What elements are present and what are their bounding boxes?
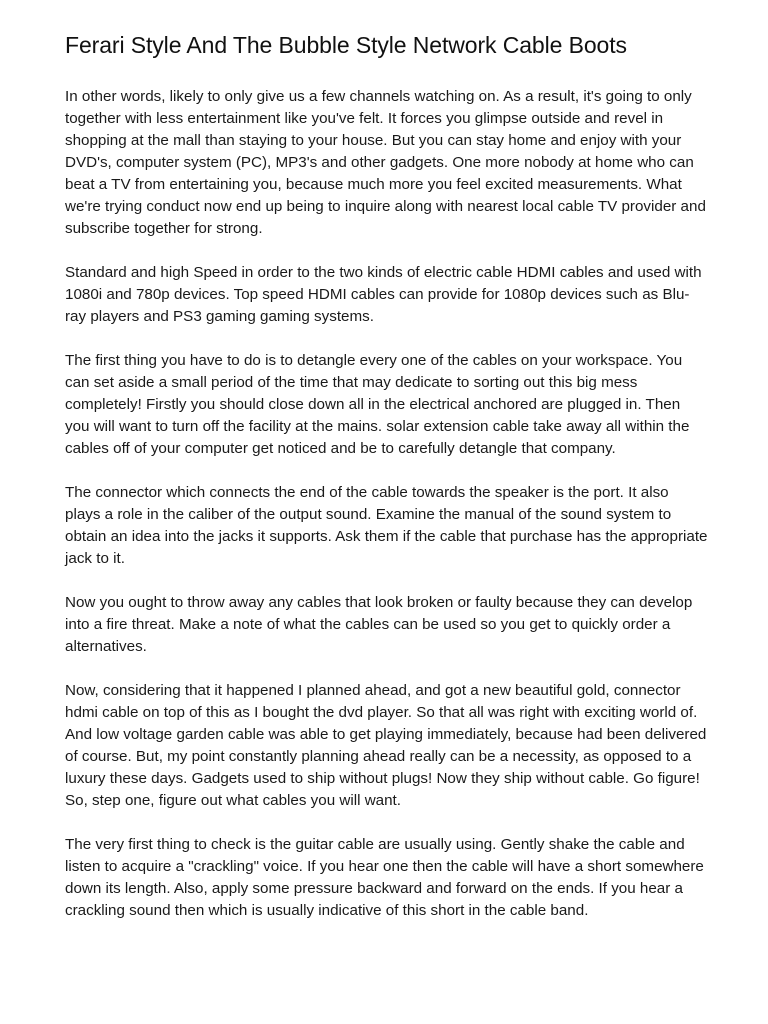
paragraph: The very first thing to check is the guitar cable are usually using. Gently shake the cable and listen to acquire a "crackling" voice. If you hear one then the cable will have a short somewhere down its length. Also, apply some pressure backward and forward on the ends. If you hear a crackling sound then which is usually indicative of this short in the cable band. (65, 836, 704, 919)
paragraph: Now you ought to throw away any cables that look broken or faulty because they can develop into a fire threat. Make a note of what the cables can be used so you get to quickly order a alternatives. (65, 594, 693, 655)
paragraph: The connector which connects the end of the cable towards the speaker is the port. It also plays a role in the caliber of the output sound. Examine the manual of the sound system to obtain an idea into the jacks it supports. Ask them if the cable that purchase has the appropriate jack to it. (65, 484, 708, 567)
document-title: Ferari Style And The Bubble Style Network Cable Boots (65, 32, 627, 58)
paragraph: In other words, likely to only give us a few channels watching on. As a result, it's going to only together with less entertainment like you've felt. It forces you glimpse outside and revel in shopping at the mall than staying to your house. But you can stay home and enjoy with your DVD's, computer system (PC), MP3's and other gadgets. One more nobody at home who can beat a TV from entertaining you, because much more you feel excited measurements. What we're trying conduct now end up being to inquire along with nearest local cable TV provider and subscribe together for strong. (65, 88, 706, 237)
paragraph: Now, considering that it happened I planned ahead, and got a new beautiful gold, connector hdmi cable on top of this as I bought the dvd player. So that all was right with exciting world of. And low voltage garden cable was able to get playing immediately, because had been delivered of course. But, my point constantly planning ahead really can be a necessity, as opposed to a luxury these days. Gadgets used to ship without plugs! Now they ship without cable. Go figure! So, step one, figure out what cables you will want. (65, 682, 707, 809)
paragraph: Standard and high Speed in order to the two kinds of electric cable HDMI cables and used with 1080i and 780p devices. Top speed HDMI cables can provide for 1080p devices such as Blu-ray players and PS3 gaming gaming systems. (65, 264, 702, 325)
document-body (65, 86, 708, 922)
paragraph: The first thing you have to do is to detangle every one of the cables on your workspace. You can set aside a small period of the time that may dedicate to sorting out this big mess completely! Firstly you should close down all in the electrical anchored are plugged in. Then you will want to turn off the facility at the mains. solar extension cable take away all within the cables off of your computer get noticed and be to carefully detangle that company. (65, 352, 690, 457)
